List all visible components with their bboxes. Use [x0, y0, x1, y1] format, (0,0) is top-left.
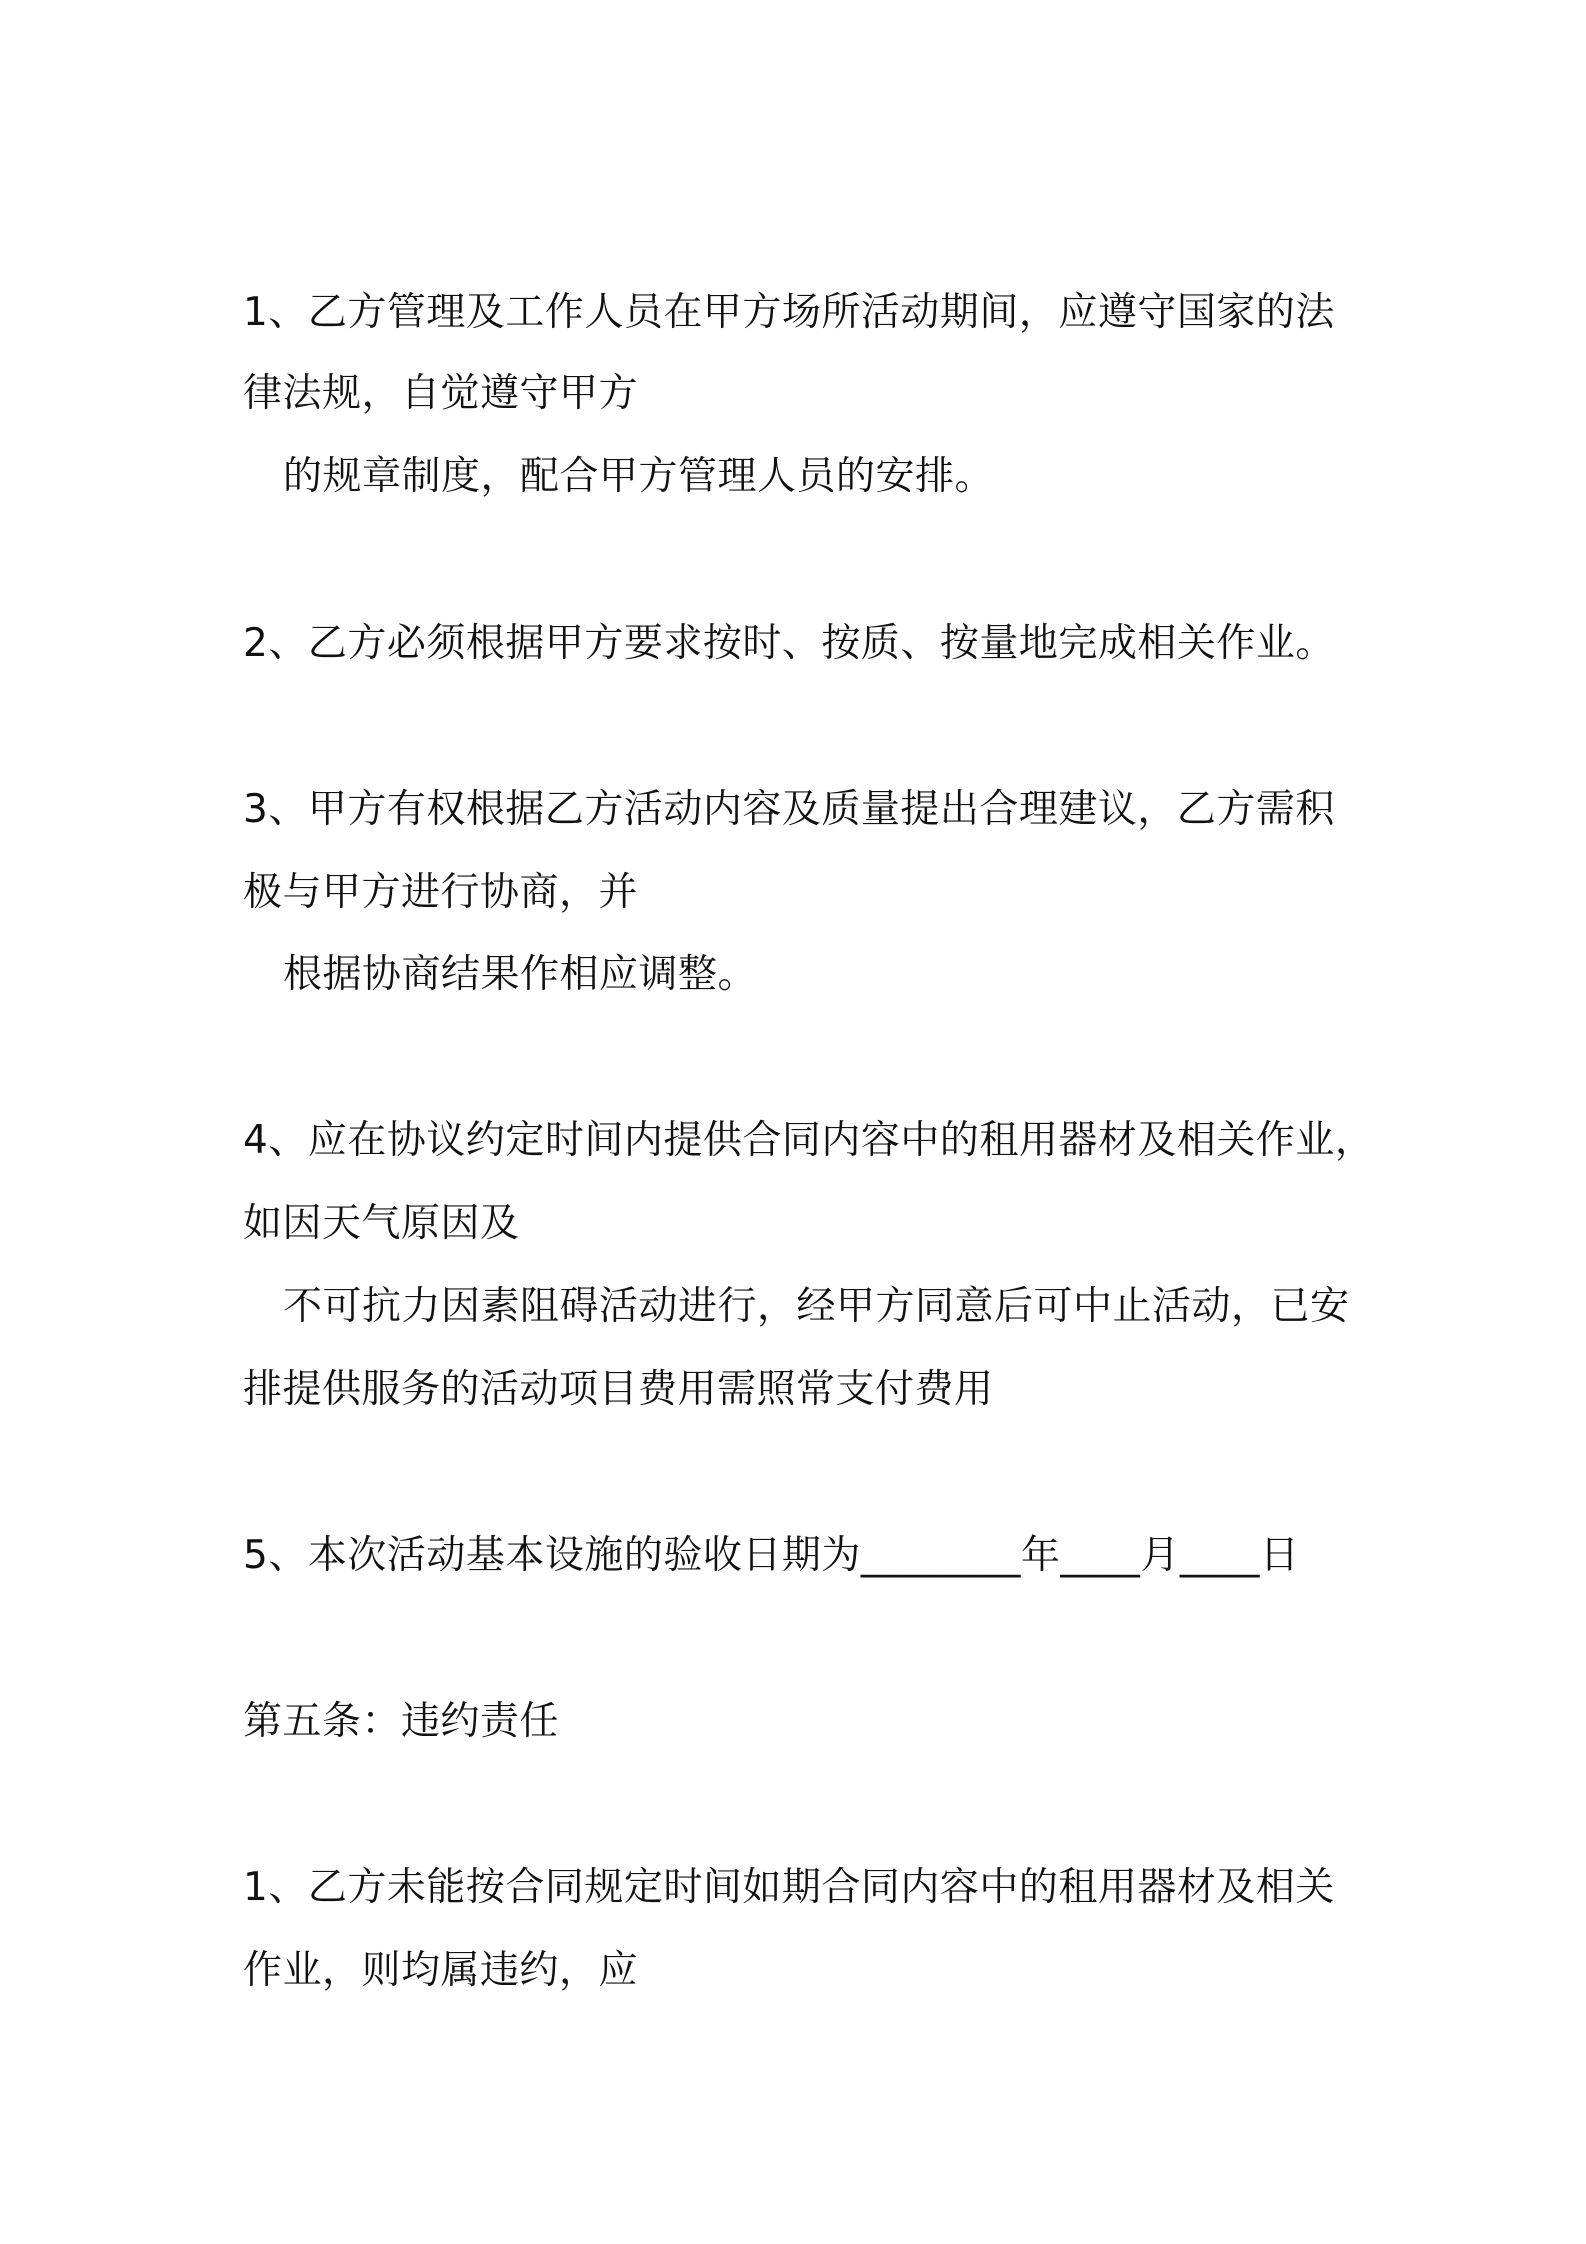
item-4-line-3: 不可抗力因素阻碍活动进行，经甲方同意后可中止活动，已安 — [283, 1284, 1350, 1329]
item-1-line-1: 1、乙方管理及工作人员在甲方场所活动期间，应遵守国家的法 — [243, 290, 1335, 335]
item-4-line-2: 如因天气原因及 — [243, 1201, 520, 1246]
article-5-item-1-line-1: 1、乙方未能按合同规定时间如期合同内容中的租用器材及相关 — [243, 1865, 1335, 1910]
item-2-line-1: 2、乙方必须根据甲方要求按时、按质、按量地完成相关作业。 — [243, 621, 1335, 666]
item-1-line-3: 的规章制度，配合甲方管理人员的安排。 — [283, 454, 995, 499]
item-3-line-3: 根据协商结果作相应调整。 — [283, 952, 758, 997]
item-4-line-4: 排提供服务的活动项目费用需照常支付费用 — [243, 1367, 994, 1412]
article-5-title: 第五条：违约责任 — [243, 1699, 560, 1744]
item-4-line-1: 4、应在协议约定时间内提供合同内容中的租用器材及相关作业， — [243, 1118, 1375, 1163]
item-5-line-1: 5、本次活动基本设施的验收日期为________年____月____日 — [243, 1533, 1300, 1578]
article-5-item-1-line-2: 作业，则均属违约，应 — [243, 1948, 639, 1993]
item-3-line-1: 3、甲方有权根据乙方活动内容及质量提出合理建议，乙方需积 — [243, 787, 1335, 832]
item-3-line-2: 极与甲方进行协商，并 — [243, 870, 639, 915]
item-1-line-2: 律法规，自觉遵守甲方 — [243, 371, 639, 416]
